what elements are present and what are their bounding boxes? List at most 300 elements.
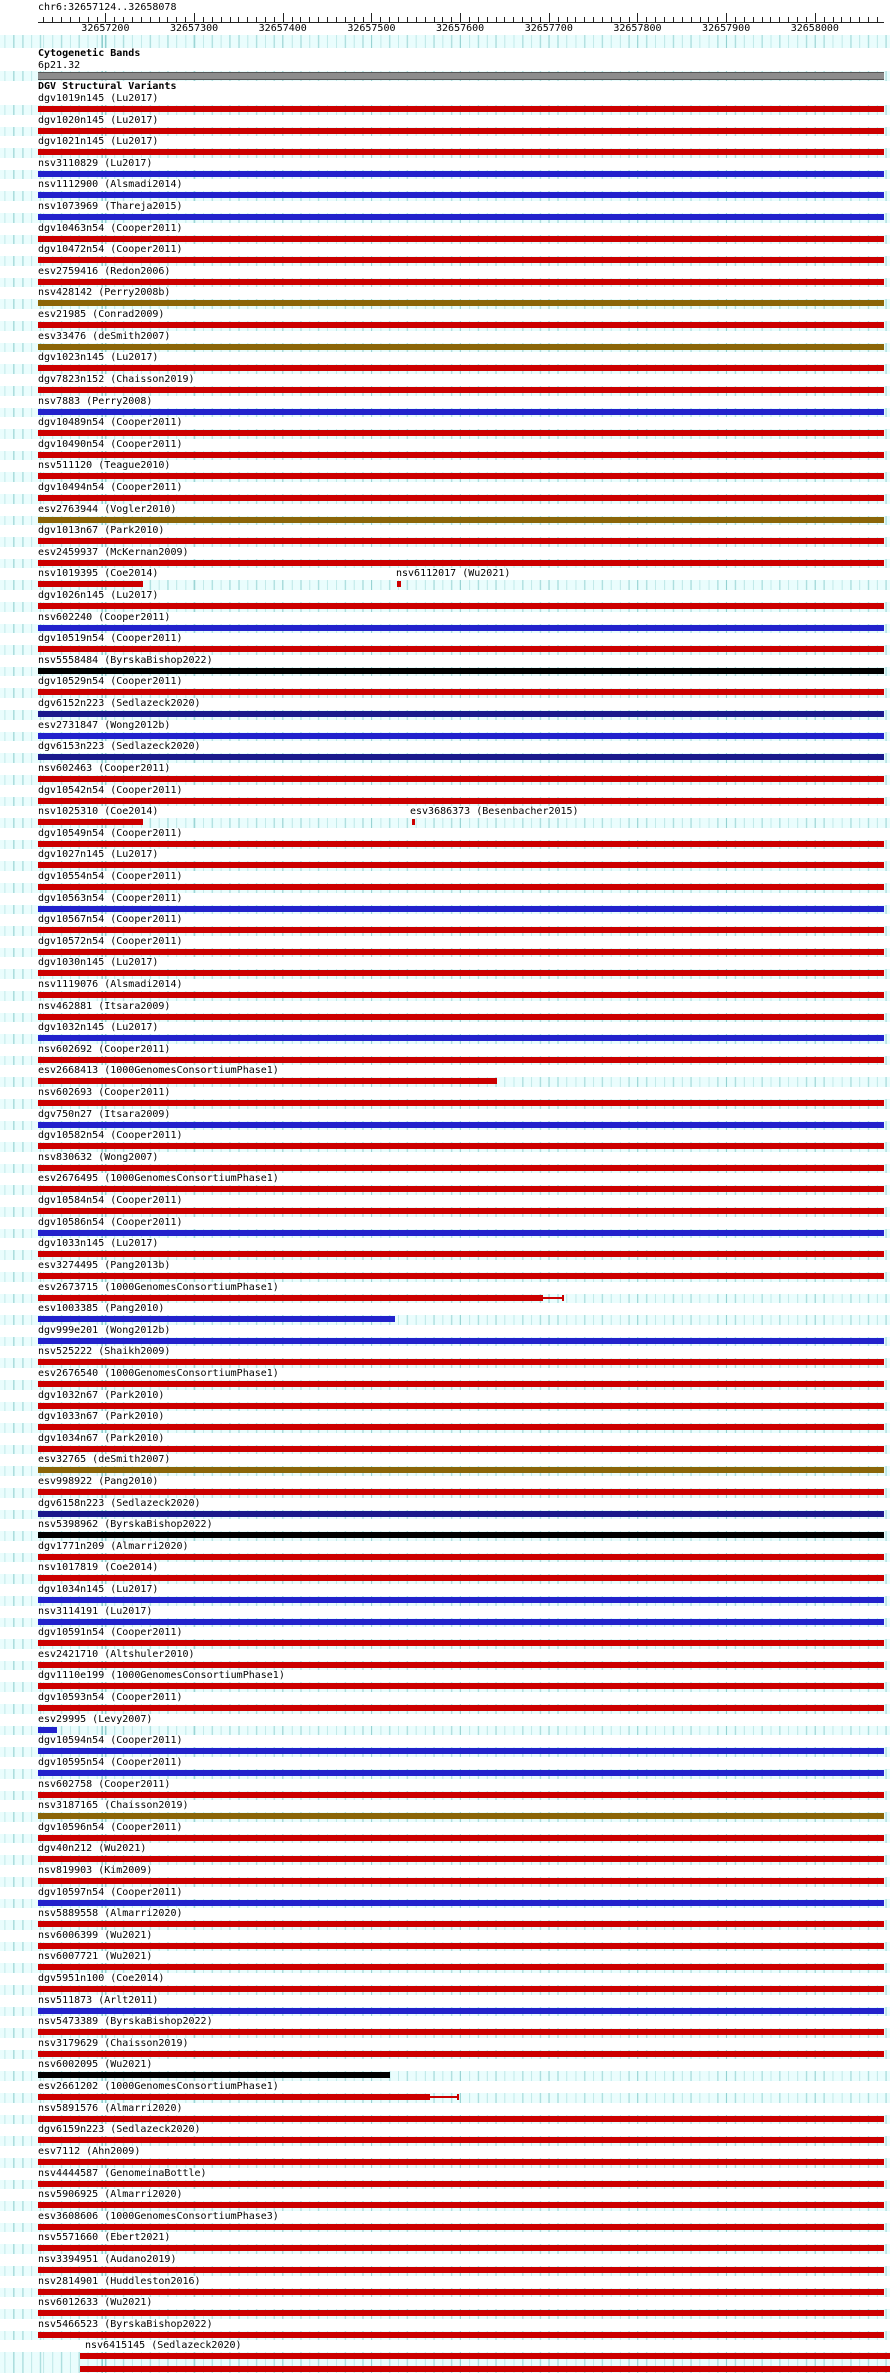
variant-label-band [0,482,890,494]
variant-label-band [0,525,890,537]
variant-label-band [0,1649,890,1661]
variant-row [0,1325,890,1347]
variant-label[interactable]: dgv1033n145 (Lu2017) [38,1238,159,1250]
variant-label[interactable]: nsv6012633 (Wu2021) [38,2297,153,2309]
variant-bar[interactable] [38,884,884,890]
variant-row [0,590,890,612]
variant-label[interactable]: dgv10463n54 (Cooper2011) [38,222,183,234]
variant-label-band [0,1325,890,1337]
variant-label[interactable]: dgv5951n100 (Coe2014) [38,1973,165,1985]
variant-label[interactable]: nsv602240 (Cooper2011) [38,611,171,623]
variant-label[interactable]: dgv10563n54 (Cooper2011) [38,892,183,904]
ruler-tick [318,17,319,23]
variant-bar[interactable] [38,603,884,609]
variant-bar[interactable] [38,1727,57,1733]
variant-label[interactable]: dgv10489n54 (Cooper2011) [38,417,183,429]
variant-label[interactable]: esv998922 (Pang2010) [38,1476,159,1487]
variant-bar[interactable] [38,1122,884,1128]
variant-label[interactable]: esv1003385 (Pang2010) [38,1303,165,1315]
variant-label[interactable]: esv2763944 (Vogler2010) [38,503,177,515]
variant-bar[interactable] [38,841,884,847]
variant-bar[interactable] [38,1143,884,1149]
variant-label[interactable]: esv2673715 (1000GenomesConsortiumPhase1) [38,1281,279,1293]
variant-label[interactable]: esv3274495 (Pang2013b) [38,1259,171,1271]
variant-bar[interactable] [38,409,884,415]
variant-label[interactable]: nsv1017819 (Coe2014) [38,1562,159,1574]
variant-row [0,676,890,698]
variant-label[interactable]: dgv1034n145 (Lu2017) [38,1584,159,1596]
variant-label[interactable]: nsv3394951 (Audano2019) [38,2253,177,2265]
variant-label[interactable]: esv29995 (Levy2007) [38,1713,153,1725]
variant-label[interactable]: dgv10586n54 (Cooper2011) [38,1216,183,1228]
variant-bar[interactable] [38,1921,884,1927]
variant-label[interactable]: nsv2814901 (Huddleston2016) [38,2275,201,2287]
variant-label[interactable]: nsv6415145 (Sedlazeck2020) [85,2340,242,2352]
variant-row [0,957,890,979]
variant-bar[interactable] [38,192,884,198]
variant-label[interactable]: esv2759416 (Redon2006) [38,265,171,277]
variant-bar[interactable] [38,1792,884,1798]
variant-label[interactable]: dgv10494n54 (Cooper2011) [38,481,183,493]
variant-bar[interactable] [38,300,884,306]
variant-bar[interactable] [38,517,884,523]
variant-row [0,849,890,871]
variant-label[interactable]: nsv5889558 (Almarri2020) [38,1908,183,1920]
variant-bar[interactable] [38,1273,884,1279]
variant-row [0,698,890,720]
variant-bar[interactable] [38,711,884,717]
variant-bar[interactable] [38,1035,884,1041]
variant-label[interactable]: dgv10594n54 (Cooper2011) [38,1735,183,1747]
variant-row [0,1649,890,1671]
variant-row [0,1195,890,1217]
variant-row [0,1865,890,1887]
variant-label[interactable]: dgv6158n223 (Sedlazeck2020) [38,1497,201,1509]
variant-label[interactable]: nsv511873 (Arlt2011) [38,1994,159,2006]
variant-label[interactable]: dgv1020n145 (Lu2017) [38,114,159,126]
variant-bar[interactable] [38,776,884,782]
variant-label[interactable]: nsv602693 (Cooper2011) [38,1087,171,1099]
variant-row [0,1498,890,1520]
variant-row [0,2340,890,2362]
variant-bar[interactable] [38,344,884,350]
ruler-tick [416,17,417,23]
variant-label-band [0,2254,890,2266]
variant-row [0,806,890,828]
variant-label[interactable]: nsv5558484 (ByrskaBishop2022) [38,654,213,666]
variant-row [0,2124,890,2146]
variant-bar[interactable] [38,906,884,912]
variant-bar[interactable] [38,2094,430,2100]
variant-bar[interactable] [38,1359,884,1365]
variant-label[interactable]: dgv10542n54 (Cooper2011) [38,784,183,796]
variant-bar[interactable] [38,2245,884,2251]
variant-label[interactable]: nsv602692 (Cooper2011) [38,1043,171,1055]
ruler-tick [247,17,248,23]
variant-label-band [0,893,890,905]
variant-bar[interactable] [38,862,884,868]
variant-label[interactable]: nsv6112017 (Wu2021) [396,568,511,580]
variant-label[interactable]: esv33476 (deSmith2007) [38,330,171,342]
variant-bar[interactable] [38,1986,884,1992]
variant-label[interactable]: esv32765 (deSmith2007) [38,1454,171,1466]
variant-bar[interactable] [38,1014,884,1020]
variant-bar[interactable] [38,560,884,566]
variant-row [0,1779,890,1801]
variant-label[interactable]: nsv5891576 (Almarri2020) [38,2102,183,2114]
variant-label[interactable]: dgv10595n54 (Cooper2011) [38,1756,183,1768]
variant-label[interactable]: dgv10519n54 (Cooper2011) [38,633,183,645]
variant-label[interactable]: dgv1030n145 (Lu2017) [38,957,159,969]
variant-bar[interactable] [38,365,884,371]
variant-bar[interactable] [38,106,884,112]
variant-label-band [0,1779,890,1791]
variant-bar[interactable] [38,1770,884,1776]
variant-bar-cutoff[interactable] [80,2366,890,2372]
variant-bar[interactable] [38,2029,884,2035]
variant-label[interactable]: nsv3110829 (Lu2017) [38,157,153,169]
ruler-tick [43,17,44,23]
variant-label[interactable]: dgv1110e199 (1000GenomesConsortiumPhase1) [38,1670,285,1682]
variant-label[interactable]: dgv10490n54 (Cooper2011) [38,438,183,450]
variant-label-band [0,2189,890,2201]
variant-bar[interactable] [38,646,884,652]
variant-bar[interactable] [38,1900,884,1906]
variant-row [0,979,890,1001]
variant-row [0,2232,890,2254]
variant-bar[interactable] [38,1619,884,1625]
variant-label[interactable]: esv2676495 (1000GenomesConsortiumPhase1) [38,1173,279,1185]
variant-label[interactable]: nsv1112900 (Alsmadi2014) [38,179,183,191]
ruler-tick-label: 32657500 [347,23,396,34]
variant-label[interactable]: nsv1019395 (Coe2014) [38,568,159,580]
variant-label[interactable]: nsv3114191 (Lu2017) [38,1605,153,1617]
variant-row [0,1908,890,1930]
variant-row [0,1584,890,1606]
variant-label[interactable]: nsv1119076 (Alsmadi2014) [38,978,183,990]
ruler-tick [513,17,514,23]
variant-label[interactable]: nsv6006399 (Wu2021) [38,1929,153,1941]
variant-label[interactable]: dgv10567n54 (Cooper2011) [38,914,183,926]
variant-bar[interactable] [38,1424,884,1430]
variant-label-band [0,741,890,753]
variant-bar[interactable] [38,2202,884,2208]
variant-label[interactable]: dgv1019n145 (Lu2017) [38,93,159,104]
variant-label[interactable]: dgv1032n145 (Lu2017) [38,1022,159,1034]
variant-row [0,785,890,807]
variant-row [0,2254,890,2276]
variant-bar[interactable] [38,1078,497,1084]
variant-bar[interactable] [38,1964,884,1970]
variant-bar[interactable] [38,1597,884,1603]
variant-bar[interactable] [38,1640,884,1646]
variant-label[interactable]: nsv1073969 (Thareja2015) [38,201,183,213]
variant-bar[interactable] [38,495,884,501]
variant-label[interactable]: nsv602463 (Cooper2011) [38,762,171,774]
variant-label[interactable]: nsv1025310 (Coe2014) [38,806,159,818]
variant-label-band [0,1562,890,1574]
variant-label[interactable]: nsv4444587 (GenomeinaBottle) [38,2167,207,2179]
variant-label-band [0,2211,890,2223]
variant-bar[interactable] [38,171,884,177]
variant-label[interactable]: nsv7883 (Perry2008) [38,395,153,407]
variant-label-band [0,1195,890,1207]
cytoband-bar[interactable] [38,72,884,80]
variant-bar[interactable] [38,949,884,955]
variant-label[interactable]: dgv6152n223 (Sedlazeck2020) [38,698,201,710]
variant-bar[interactable] [80,2353,890,2359]
variant-label[interactable]: dgv10582n54 (Cooper2011) [38,1130,183,1142]
variant-bar[interactable] [38,1575,884,1581]
variant-bar[interactable] [38,257,884,263]
variant-label[interactable]: esv2421710 (Altshuler2010) [38,1648,195,1660]
ruler-tick [549,13,550,23]
variant-bar[interactable] [38,452,884,458]
variant-label[interactable]: nsv462881 (Itsara2009) [38,1000,171,1012]
variant-label[interactable]: dgv10593n54 (Cooper2011) [38,1692,183,1704]
variant-bar[interactable] [38,1295,543,1301]
variant-bar[interactable] [38,1403,884,1409]
variant-row [0,374,890,396]
variant-label-band [0,2340,890,2352]
variant-row [0,1390,890,1412]
variant-row [0,1670,890,1692]
variant-bar[interactable] [38,322,884,328]
variant-label-band [0,266,890,278]
variant-row [0,1282,890,1304]
variant-bar[interactable] [38,1446,884,1452]
variant-label[interactable]: nsv830632 (Wong2007) [38,1151,159,1163]
variant-bar[interactable] [38,473,884,479]
variant-label[interactable]: esv2459937 (McKernan2009) [38,546,189,558]
variant-row [0,331,890,353]
variant-label-band [0,2319,890,2331]
variant-bar[interactable] [38,1511,884,1517]
variant-bar[interactable] [38,1100,884,1106]
variant-bar[interactable] [38,1835,884,1841]
variant-bar[interactable] [38,149,884,155]
variant-label-band [0,1973,890,1985]
variant-label[interactable]: nsv6007721 (Wu2021) [38,1951,153,1963]
variant-label[interactable]: dgv1033n67 (Park2010) [38,1411,165,1423]
variant-row [0,720,890,742]
variant-label[interactable]: dgv10549n54 (Cooper2011) [38,827,183,839]
variant-label[interactable]: dgv6159n223 (Sedlazeck2020) [38,2124,201,2136]
variant-label[interactable]: dgv1032n67 (Park2010) [38,1389,165,1401]
variant-bar[interactable] [38,430,884,436]
variant-bar[interactable] [412,819,415,825]
variant-bar[interactable] [38,1532,884,1538]
variant-label-band [0,2059,890,2071]
variant-bar[interactable] [38,1230,884,1236]
variant-bar[interactable] [38,387,884,393]
variant-row [0,871,890,893]
variant-bar[interactable] [38,2051,884,2057]
variant-label[interactable]: dgv10572n54 (Cooper2011) [38,935,183,947]
variant-row [0,2189,890,2211]
variant-bar[interactable] [38,581,143,587]
variant-label[interactable]: nsv5906925 (Almarri2020) [38,2189,183,2201]
variant-bar[interactable] [38,1057,884,1063]
variant-bar[interactable] [38,2181,884,2187]
variant-bar[interactable] [38,970,884,976]
variant-bar[interactable] [38,1208,884,1214]
variant-label[interactable]: dgv10472n54 (Cooper2011) [38,244,183,256]
variant-bar[interactable] [38,236,884,242]
variant-label[interactable]: esv2668413 (1000GenomesConsortiumPhase1) [38,1065,279,1077]
cytoband-label-band [0,60,890,71]
variant-bar[interactable] [38,625,884,631]
variant-bar[interactable] [38,1316,395,1322]
variant-label[interactable]: nsv5466523 (ByrskaBishop2022) [38,2318,213,2330]
variant-label-band [0,1887,890,1899]
variant-label-band [0,1022,890,1034]
variant-label-band [0,2232,890,2244]
variant-bar[interactable] [38,1165,884,1171]
variant-bar[interactable] [38,2137,884,2143]
variant-bar[interactable] [38,754,884,760]
variant-bar[interactable] [38,1554,884,1560]
ruler-tick [673,17,674,23]
variant-bar[interactable] [38,2008,884,2014]
variant-label[interactable]: dgv10529n54 (Cooper2011) [38,676,183,688]
variant-bar[interactable] [38,2159,884,2165]
variant-bar[interactable] [38,1813,884,1819]
ruler-tick [815,13,816,23]
variant-bar[interactable] [38,992,884,998]
variant-label-band [0,1173,890,1185]
ruler-tick-label: 32657600 [436,23,485,34]
variant-bar[interactable] [38,128,884,134]
variant-row [0,741,890,763]
variant-label[interactable]: nsv5571660 (Ebert2021) [38,2232,171,2244]
ruler-tick-label: 32657900 [702,23,751,34]
variant-label[interactable]: dgv1023n145 (Lu2017) [38,352,159,364]
variant-bar[interactable] [38,1489,884,1495]
variant-bar[interactable] [38,733,884,739]
variant-label[interactable]: dgv40n212 (Wu2021) [38,1843,147,1855]
variant-label[interactable]: nsv3179629 (Chaisson2019) [38,2037,189,2049]
variant-row [0,1973,890,1995]
variant-bar[interactable] [38,279,884,285]
variant-bar[interactable] [38,927,884,933]
variant-label[interactable]: nsv5398962 (ByrskaBishop2022) [38,1519,213,1531]
variant-row [0,2276,890,2298]
variant-label[interactable]: dgv1026n145 (Lu2017) [38,590,159,602]
variant-row [0,1930,890,1952]
variant-label[interactable]: dgv999e201 (Wong2012b) [38,1324,171,1336]
variant-bar[interactable] [38,1856,884,1862]
variant-label-band [0,1735,890,1747]
variant-label-band [0,1714,890,1726]
variant-bar[interactable] [38,1338,884,1344]
variant-bar[interactable] [38,2289,884,2295]
variant-bar[interactable] [38,2116,884,2122]
variant-label-band [0,2276,890,2288]
variant-row [0,2168,890,2190]
variant-label[interactable]: dgv7823n152 (Chaisson2019) [38,373,195,385]
variant-label[interactable]: dgv6153n223 (Sedlazeck2020) [38,741,201,753]
variant-label-band [0,936,890,948]
variant-label[interactable]: esv3608606 (1000GenomesConsortiumPhase3) [38,2210,279,2222]
variant-label-band [0,828,890,840]
variant-label[interactable]: dgv10597n54 (Cooper2011) [38,1886,183,1898]
variant-label[interactable]: dgv10596n54 (Cooper2011) [38,1821,183,1833]
variant-bar[interactable] [38,1748,884,1754]
variant-bar[interactable] [38,1381,884,1387]
variant-label[interactable]: nsv3187165 (Chaisson2019) [38,1800,189,1812]
variant-bar[interactable] [38,2224,884,2230]
variant-bar[interactable] [38,1251,884,1257]
variant-label[interactable]: esv2731847 (Wong2012b) [38,719,171,731]
variant-bar[interactable] [38,1683,884,1689]
ruler-tick [141,17,142,23]
variant-bar[interactable] [38,798,884,804]
variant-label[interactable]: esv3686373 (Besenbacher2015) [410,806,579,818]
variant-label[interactable]: dgv1771n209 (Almarri2020) [38,1540,189,1552]
variant-bar[interactable] [38,2072,390,2078]
variant-label[interactable]: nsv6002095 (Wu2021) [38,2059,153,2071]
variant-label[interactable]: nsv819903 (Kim2009) [38,1864,153,1876]
variant-label[interactable]: dgv1013n67 (Park2010) [38,525,165,537]
variant-label[interactable]: nsv525222 (Shaikh2009) [38,1346,171,1358]
variant-bar[interactable] [38,2310,884,2316]
variant-label[interactable]: nsv511120 (Teague2010) [38,460,171,472]
variant-bar[interactable] [38,1467,884,1473]
ruler-tick [637,13,638,23]
variant-bar[interactable] [38,1943,884,1949]
variant-label[interactable]: nsv5473389 (ByrskaBishop2022) [38,2016,213,2028]
variant-label[interactable]: esv7112 (Ahn2009) [38,2145,141,2157]
variant-label[interactable]: dgv1021n145 (Lu2017) [38,136,159,148]
variant-label[interactable]: dgv10584n54 (Cooper2011) [38,1195,183,1207]
variant-bar[interactable] [38,538,884,544]
variant-bar[interactable] [38,1878,884,1884]
variant-bar[interactable] [397,581,401,587]
variant-bar[interactable] [38,214,884,220]
variant-row [0,1411,890,1433]
ruler-tick [779,17,780,23]
variant-label[interactable]: nsv602758 (Cooper2011) [38,1778,171,1790]
variant-label[interactable]: esv2661202 (1000GenomesConsortiumPhase1) [38,2081,279,2093]
variant-label[interactable]: dgv10554n54 (Cooper2011) [38,870,183,882]
variant-bar[interactable] [38,668,884,674]
variant-bar[interactable] [38,1705,884,1711]
variant-bar[interactable] [38,2267,884,2273]
variant-label-band [0,1800,890,1812]
variant-label[interactable]: esv2676540 (1000GenomesConsortiumPhase1) [38,1367,279,1379]
variant-label[interactable]: nsv428142 (Perry2008b) [38,287,171,299]
variant-label[interactable]: dgv1034n67 (Park2010) [38,1432,165,1444]
variant-label[interactable]: dgv10591n54 (Cooper2011) [38,1627,183,1639]
dgv-track-section [0,81,890,93]
variant-row [0,352,890,374]
variant-label[interactable]: esv21985 (Conrad2009) [38,309,165,321]
variant-label[interactable]: dgv1027n145 (Lu2017) [38,849,159,861]
variant-bar[interactable] [38,819,143,825]
variant-row [0,2081,890,2103]
variant-bar[interactable] [38,2332,884,2338]
variant-label[interactable]: dgv750n27 (Itsara2009) [38,1108,171,1120]
variant-bar[interactable] [38,1186,884,1192]
variant-label-band [0,1346,890,1358]
variant-bar[interactable] [38,1662,884,1668]
variant-bar[interactable] [38,689,884,695]
ruler-tick [859,17,860,23]
variant-row [0,1887,890,1909]
variant-label-band [0,1152,890,1164]
variant-label-band [0,93,890,105]
